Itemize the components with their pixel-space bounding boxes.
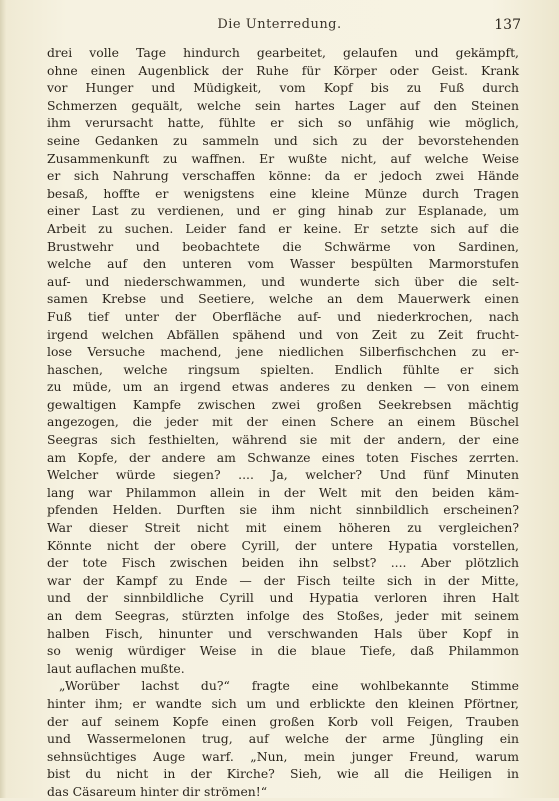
text-line: an dem Seegras, stürzten infolge des Stoßes, jeder mit seinem <box>47 608 519 623</box>
running-title: Die Unterredung. <box>217 17 342 32</box>
text-line: War dieser Streit nicht mit einem höheren zu vergleichen? <box>47 520 519 536</box>
text-line: der auf seinem Kopfe einen großen Korb voll Feigen, Trauben <box>47 713 519 729</box>
text-line: Zusammenkunft zu waffnen. Er wußte nicht, auf welche Weise <box>47 150 519 166</box>
text-line: auf- und niederschwammen, und wunderte sich über die selt- <box>47 273 519 289</box>
text-line: war der Kampf zu Ende — der Fisch teilte sich in der Mitte, <box>47 572 519 588</box>
text-line: hinter ihm; er wandte sich um und erblickte den kleinen Pförtner, <box>47 695 519 711</box>
text-line: vor Hunger und Müdigkeit, vom Kopf bis zu Fuß durch <box>47 80 519 96</box>
text-line: sehnsüchtiges Auge warf. „Nun, mein junger Freund, warum <box>47 748 519 764</box>
text-line: bist du nicht in der Kirche? Sieh, wie all die Heiligen in <box>47 766 519 782</box>
body-text <box>47 44 519 801</box>
text-line: angezogen, die jeder mit der einen Schere an einem Büschel <box>47 414 519 430</box>
text-line: Seegras sich festhielten, während sie mit der andern, der eine <box>47 432 519 448</box>
text-line: drei volle Tage hindurch gearbeitet, gelaufen und gekämpft, <box>47 45 519 60</box>
text-line: Welcher würde siegen? .... Ja, welcher? Und fünf Minuten <box>47 467 519 483</box>
text-line: zu müde, um an irgend etwas anderes zu denken — von einem <box>47 379 519 395</box>
text-line: und Wassermelonen trug, auf welche der arme Jüngling ein <box>47 731 519 747</box>
text-line: und der sinnbildliche Cyrill und Hypatia verloren ihren Halt <box>47 590 519 606</box>
paragraph <box>47 44 519 677</box>
text-line: gewaltigen Kampfe zwischen zwei großen Seekrebsen mächtig <box>47 396 519 412</box>
text-line: Könnte nicht der obere Cyrill, der untere Hypatia vorstellen, <box>47 537 519 553</box>
text-line: Brustwehr und beobachtete die Schwärme von Sardinen, <box>47 238 519 254</box>
text-line: am Kopfe, der andere am Schwanze eines toten Fisches zerrten. <box>47 449 519 465</box>
text-line: das Cäsareum hinter dir strömen!“ <box>47 783 268 799</box>
page-number: 137 <box>494 17 521 33</box>
text-line: besaß, hoffte er wenigstens eine kleine Münze durch Tragen <box>47 185 519 201</box>
text-line: einer Last zu verdienen, und er ging hinab zur Esplanade, um <box>47 203 519 219</box>
text-line: laut auflachen mußte. <box>47 660 185 676</box>
text-line: samen Krebse und Seetiere, welche an dem Mauerwerk einen <box>47 291 519 307</box>
text-line: Arbeit zu suchen. Leider fand er keine. Er setzte sich auf die <box>47 220 519 236</box>
page-header <box>38 17 521 39</box>
text-line: Schmerzen gequält, welche sein hartes Lager auf den Steinen <box>47 97 519 113</box>
text-line: er sich Nahrung verschaffen könne: da er jedoch zwei Hände <box>47 168 519 184</box>
text-line: „Worüber lachst du?“ fragte eine wohlbekannte Stimme <box>59 678 519 694</box>
text-line: halben Fisch, hinunter und verschwanden Hals über Kopf in <box>47 625 519 641</box>
text-line: ohne einen Augenblick der Ruhe für Körper oder Geist. Krank <box>47 62 519 78</box>
text-line: haschen, welche ringsum spielten. Endlich fühlte er sich <box>47 361 519 377</box>
paragraph <box>47 677 519 800</box>
text-line: Fuß tief unter der Oberfläche auf- und niederkrochen, nach <box>47 308 519 324</box>
text-line: seine Gedanken zu sammeln und sich zu der bevorstehenden <box>47 132 519 148</box>
text-line: lang war Philammon allein in der Welt mit den beiden käm- <box>47 484 519 500</box>
text-line: pfenden Helden. Durften sie ihm nicht sinnbildlich erscheinen? <box>47 502 519 518</box>
text-line: der tote Fisch zwischen beiden ihn selbst? .... Aber plötzlich <box>47 555 519 571</box>
text-line: lose Versuche machend, jene niedlichen Silberfischchen zu er- <box>47 344 519 360</box>
text-line: welche auf den unteren vom Wasser bespülten Marmorstufen <box>47 256 519 272</box>
text-line: irgend welchen Abfällen spähend und von Zeit zu Zeit frucht- <box>47 326 519 342</box>
text-line: ihm verursacht hatte, fühlte er sich so unfähig wie möglich, <box>47 115 519 131</box>
page-edge-shadow <box>0 0 6 798</box>
text-line: so wenig würdiger Weise in die blaue Tiefe, daß Philammon <box>47 643 519 659</box>
